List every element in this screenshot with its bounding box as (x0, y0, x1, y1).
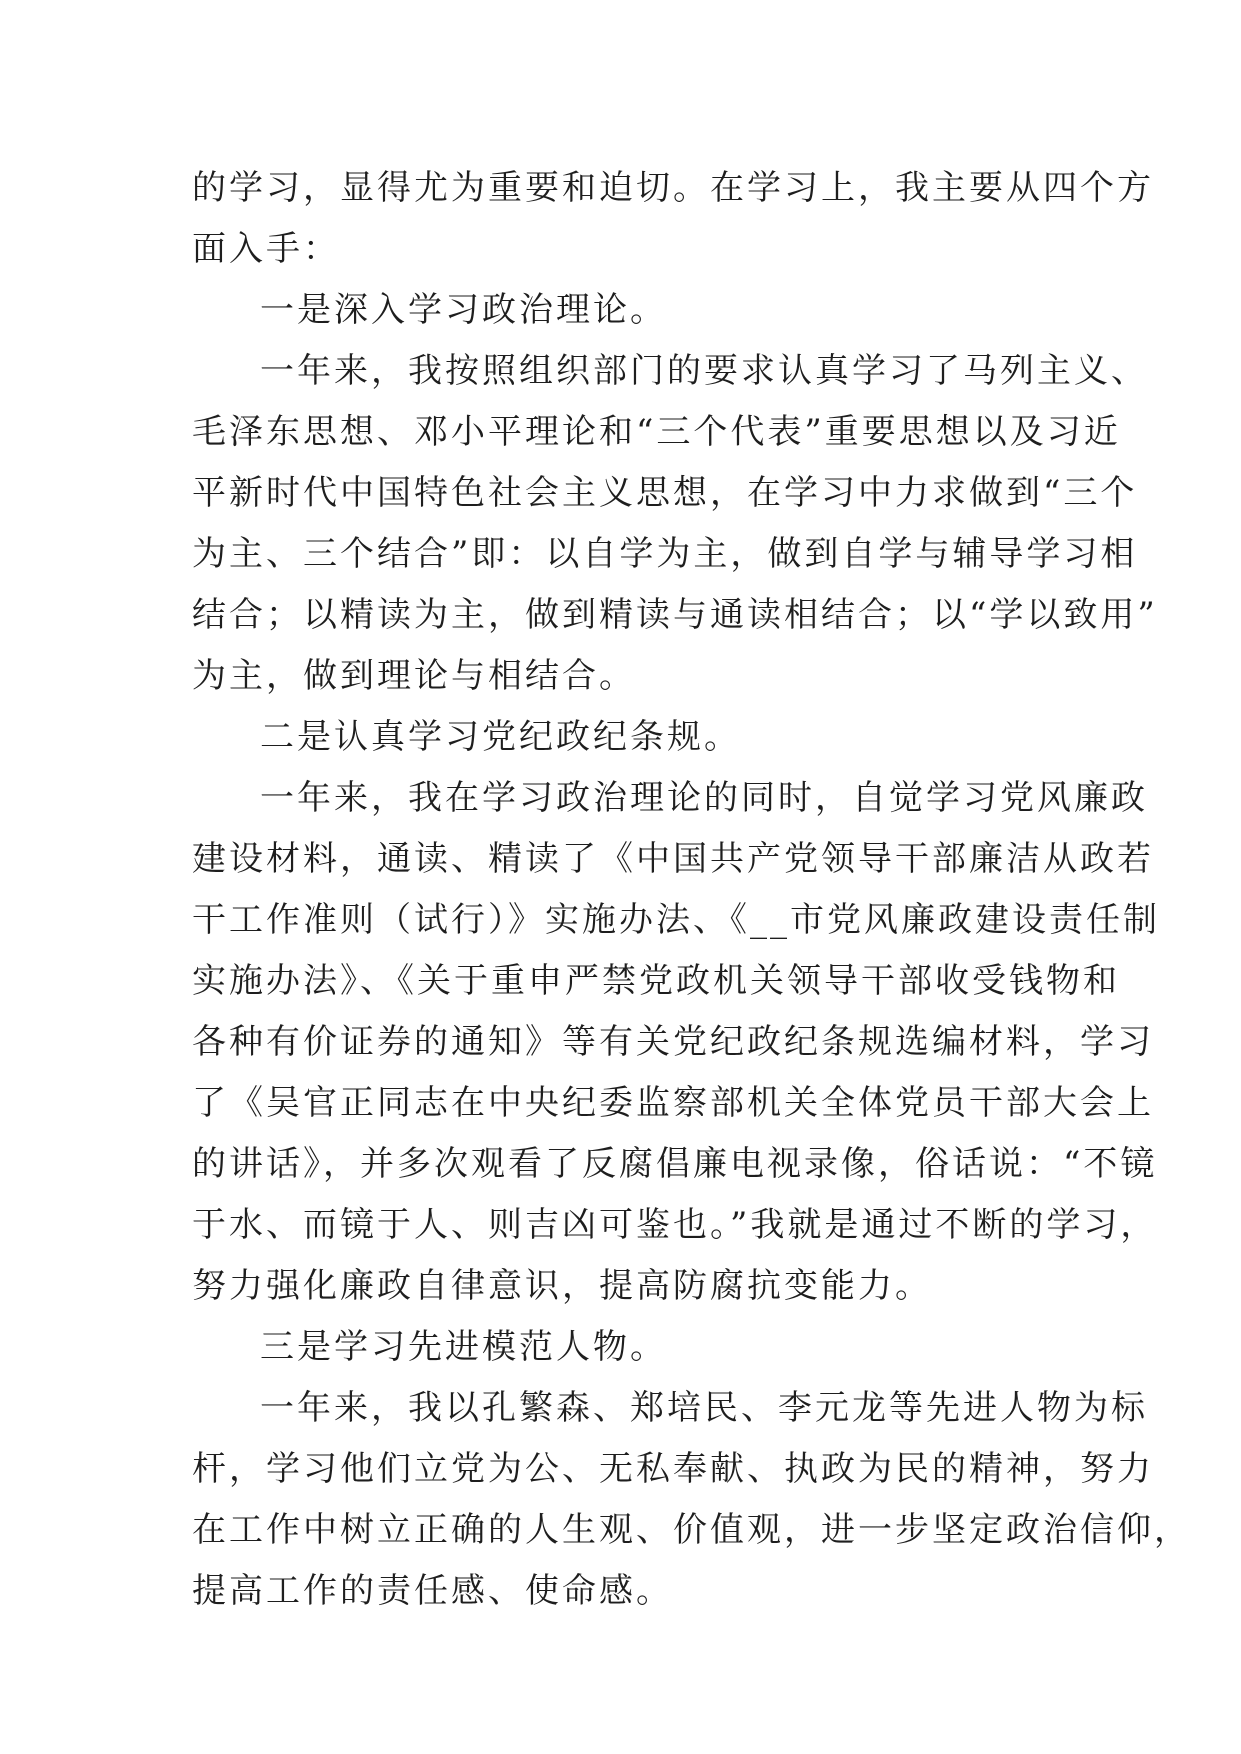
text-line: 各种有价证券的通知》等有关党纪政纪条规选编材料，学习 (192, 1022, 1154, 1062)
text-line: 于水、而镜于人、则吉凶可鉴也。”我就是通过不断的学习， (192, 1205, 1158, 1245)
text-line: 一年来，我以孔繁森、郑培民、李元龙等先进人物为标 (260, 1388, 1148, 1428)
text-line: 干工作准则（试行）》实施办法、《__市党风廉政建设责任制 (192, 900, 1160, 940)
text-line: 杆，学习他们立党为公、无私奉献、执政为民的精神，努力 (192, 1449, 1154, 1489)
text-line: 努力强化廉政自律意识，提高防腐抗变能力。 (192, 1266, 932, 1306)
text-line: 的学习，显得尤为重要和迫切。在学习上，我主要从四个方 (192, 168, 1154, 208)
text-line: 提高工作的责任感、使命感。 (192, 1571, 673, 1611)
section-heading: 二是认真学习党纪政纪条规。 (260, 717, 741, 757)
text-line: 建设材料，通读、精读了《中国共产党领导干部廉洁从政若 (192, 839, 1154, 879)
text-line: 实施办法》、《关于重申严禁党政机关领导干部收受钱物和 (192, 961, 1120, 1001)
text-line: 为主、三个结合”即：以自学为主，做到自学与辅导学习相 (192, 534, 1138, 574)
section-heading: 一是深入学习政治理论。 (260, 290, 667, 330)
text-line: 在工作中树立正确的人生观、价值观，进一步坚定政治信仰， (192, 1510, 1191, 1550)
text-line: 毛泽东思想、邓小平理论和“三个代表”重要思想以及习近 (192, 412, 1121, 452)
text-line: 为主，做到理论与相结合。 (192, 656, 636, 696)
text-line: 平新时代中国特色社会主义思想，在学习中力求做到“三个 (192, 473, 1138, 513)
text-line: 的讲话》，并多次观看了反腐倡廉电视录像，俗话说：“不镜 (192, 1144, 1158, 1184)
text-line: 一年来，我按照组织部门的要求认真学习了马列主义、 (260, 351, 1148, 391)
text-line: 一年来，我在学习政治理论的同时，自觉学习党风廉政 (260, 778, 1148, 818)
body-text (192, 158, 1191, 1622)
text-line: 结合；以精读为主，做到精读与通读相结合；以“学以致用” (192, 595, 1158, 635)
text-line: 面入手： (192, 229, 340, 269)
text-line: 了《吴官正同志在中央纪委监察部机关全体党员干部大会上 (192, 1083, 1154, 1123)
section-heading: 三是学习先进模范人物。 (260, 1327, 667, 1367)
